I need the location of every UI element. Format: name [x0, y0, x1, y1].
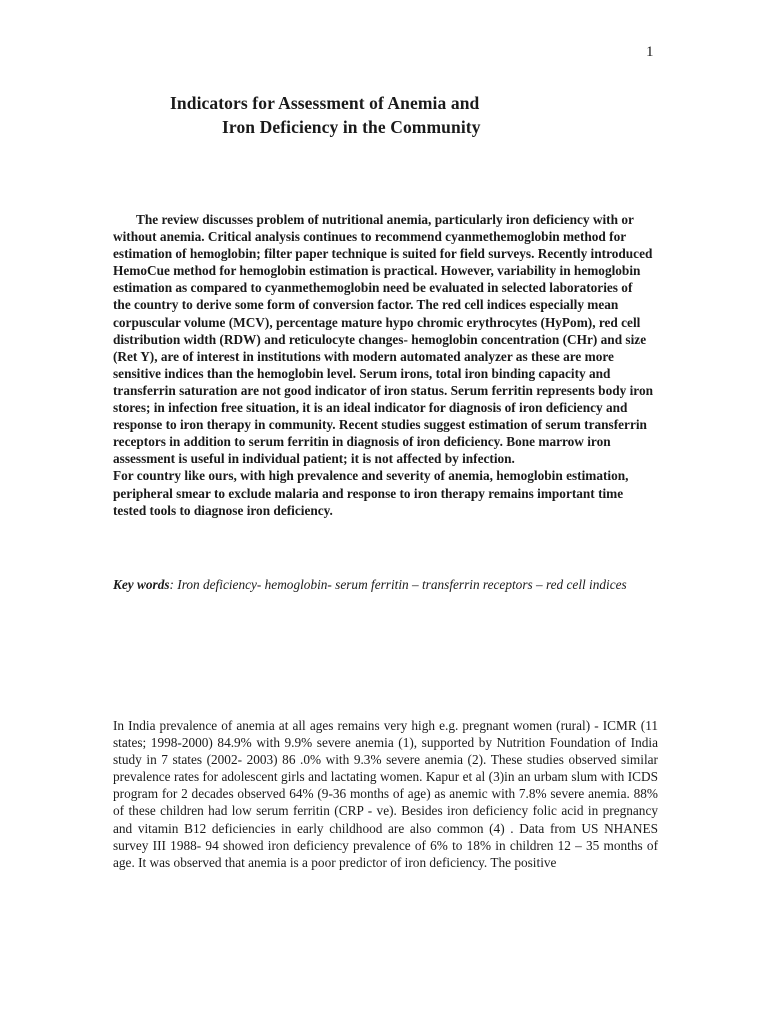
body-text	[113, 717, 658, 871]
abstract	[113, 211, 653, 519]
body-paragraph-1: In India prevalence of anemia at all ages remains very high e.g. pregnant women (rural) - ICMR (11 states; 1998-2000) 84.9% with 9.9% severe anemia (1), supported by Nutrition Foundation of India study in 7 states (2002- 2003) 86 .0% with 9.3% severe anemia (2). These studies observed similar prevalence rates for adolescent girls and lactating women. Kapur et al (3)in an urbam slum with ICDS program for 2 decades observed 64% (9-36 months of age) as anemic with 7.8% severe anemia. 88% of these children had low serum ferritin (CRP - ve). Besides iron deficiency folic acid in pregnancy and vitamin B12 deficiencies in early childhood are also common (4) . Data from US NHANES survey III 1988- 94 showed iron deficiency prevalence of 6% to 18% in children 12 – 35 months of age. It was observed that anemia is a poor predictor of iron deficiency. The positive	[113, 718, 658, 870]
title-line-1: Indicators for Assessment of Anemia and	[170, 93, 480, 113]
abstract-paragraph-1-text: The review discusses problem of nutritional anemia, particularly iron deficiency with or without anemia. Critical analysis continues to recommend cyanmethemoglobin method for estimation of hemoglobin; filter paper technique is suited for field surveys. Recently introduced HemoCue method for hemoglobin estimation is practical. However, variability in hemoglobin estimation as compared to cyanmethemoglobin need be evaluated in selected laboratories of the country to derive some form of conversion factor. The red cell indices especially mean corpuscular volume (MCV), percentage mature hypo chromic erythrocytes (HyPom), red cell distribution width (RDW) and reticulocyte changes- hemoglobin concentration (CHr) and size (Ret Y), are of interest in institutions with modern automated analyzer as these are more sensitive indices than the hemoglobin level. Serum irons, total iron binding capacity and transferrin saturation are not good indicator of iron status. Serum ferritin represents body iron stores; in infection free situation, it is an ideal indicator for diagnosis of iron deficiency and response to iron therapy in community. Recent studies suggest estimation of serum transferrin receptors in addition to serum ferritin in diagnosis of iron deficiency. Bone marrow iron assessment is useful in individual patient; it is not affected by infection.	[113, 212, 653, 467]
title-line-2: Iron Deficiency in the Community	[222, 117, 481, 137]
page-number: 1	[646, 44, 654, 60]
abstract-paragraph-1	[113, 211, 653, 467]
keywords	[113, 576, 658, 594]
abstract-paragraph-2: For country like ours, with high prevalence and severity of anemia, hemoglobin estimation, peripheral smear to exclude malaria and response to iron therapy remains important time tested tools to diagnose iron deficiency.	[113, 468, 629, 518]
keywords-label: Key words	[113, 577, 170, 592]
keywords-separator: :	[169, 577, 174, 592]
keywords-text: Iron deficiency- hemoglobin- serum ferritin – transferrin receptors – red cell indices	[173, 577, 627, 592]
